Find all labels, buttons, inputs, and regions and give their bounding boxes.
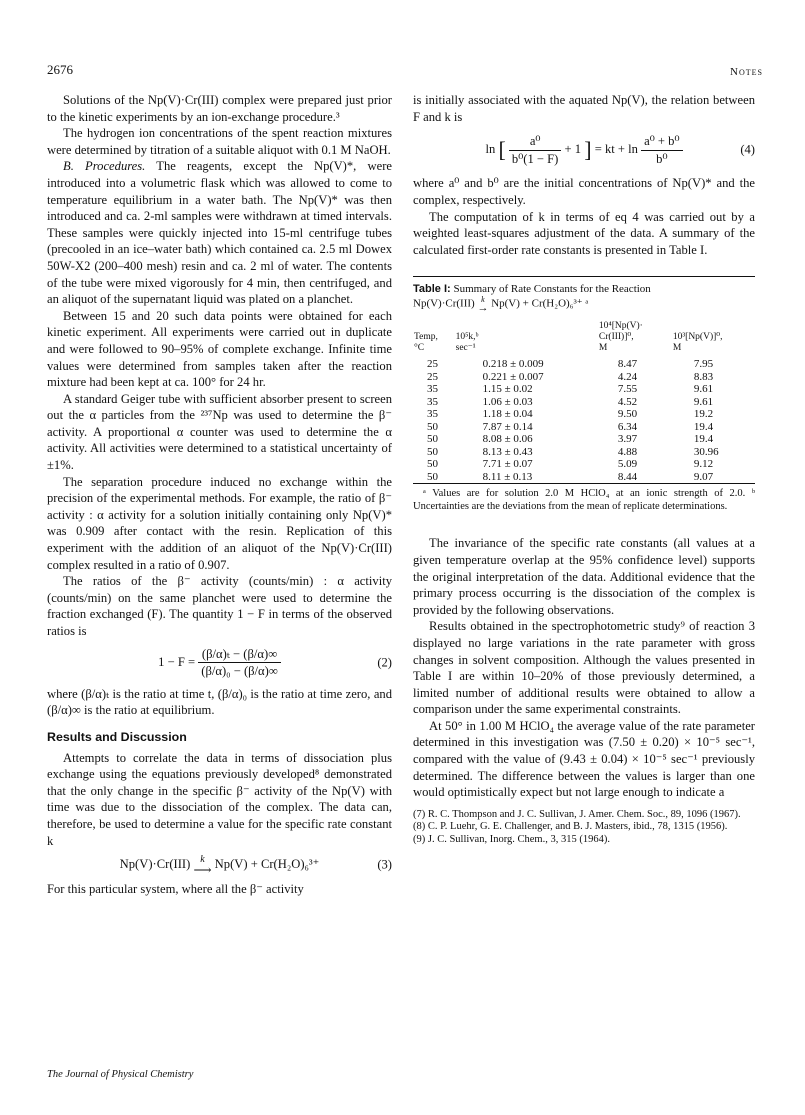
- paragraph: Between 15 and 20 such data points were obtained for each kinetic experiment. All experiments were carried out in duplicate and were followed to 90–95% of complete exchange. Infinite time values were determined from samples taken after the reaction mixture had been kept at ca. 100° for 24 hr.: [47, 308, 392, 390]
- table-row: [413, 433, 755, 446]
- column-header: 10³[Np(V)]⁰, M: [672, 332, 723, 354]
- reference: (7) R. C. Thompson and J. C. Sullivan, J. Amer. Chem. Soc., 89, 1096 (1967).: [413, 808, 741, 820]
- paragraph: The hydrogen ion concentrations of the spent reaction mixtures were determined by titration of a suitable aliquot with 0.1 M NaOH.: [47, 126, 392, 157]
- table-cell: 7.71 ± 0.07: [482, 458, 533, 471]
- table-cell: 35: [427, 408, 438, 421]
- table-cell: 3.97: [617, 433, 638, 446]
- paragraph: is initially associated with the aquated Np(V), the relation between F and k is: [413, 93, 755, 124]
- table-cell: 50: [427, 433, 438, 446]
- table-cell: 25: [427, 370, 438, 383]
- table-cell: 30.96: [693, 445, 719, 458]
- table-cell: 7.87 ± 0.14: [482, 420, 533, 433]
- equation-number: (3): [377, 857, 392, 872]
- right-column: [413, 92, 755, 846]
- table-row: [413, 383, 755, 396]
- reference: (9) J. C. Sullivan, Inorg. Chem., 3, 315 (1964).: [413, 833, 610, 845]
- table-cell: 1.06 ± 0.03: [482, 395, 533, 408]
- paragraph: The computation of k in terms of eq 4 was carried out by a weighted least-squares adjustment of the data. A summary of the calculated first-order rate constants is presented in Table I.: [413, 209, 755, 257]
- table-cell: 5.09: [617, 458, 638, 471]
- table-cell: 8.83: [693, 370, 714, 383]
- page-number: 2676: [47, 62, 73, 77]
- running-head: Notes: [730, 66, 763, 78]
- table-row: [413, 471, 755, 484]
- paragraph: The separation procedure induced no exchange within the precision of the experimental methods. For example, the ratio of β⁻ activity : α activity for a solution initially containing only Np(V)* was 0.909 after contact with the resin. Replication of this experiment with the addition of an aliquot of the Np(V)·Cr(III) complex resulted in a ratio of 0.907.: [47, 474, 392, 572]
- table-cell: 0.221 ± 0.007: [482, 370, 544, 383]
- table-cell: 19.4: [693, 420, 714, 433]
- table-cell: 19.2: [693, 408, 714, 421]
- paragraph: For this particular system, where all the β⁻ activity: [47, 882, 304, 897]
- table-cell: 19.4: [693, 433, 714, 446]
- table-cell: 1.18 ± 0.04: [482, 408, 533, 421]
- left-column: [47, 92, 392, 898]
- table-cell: 50: [427, 458, 438, 471]
- subsection-label: B. Procedures.: [63, 159, 146, 174]
- table-cell: 9.61: [693, 383, 714, 396]
- table-cell: 35: [427, 395, 438, 408]
- table-cell: 50: [427, 445, 438, 458]
- table-cell: 0.218 ± 0.009: [482, 358, 544, 371]
- equation-4: ln [ $\frac{\text{a⁰}}{\text{b⁰(1 − F)}}$ + 1 ] = kt + ln $\frac{\text{a⁰ + b⁰}}{\text{b⁰}}$ (4): [485, 134, 755, 166]
- paragraph: Results obtained in the spectrophotometric study⁹ of reaction 3 displayed no large variations in the rate parameter with gross changes in solvent composition. Although the values presented in Table I are within 10–20% of those previously determined, a limited number of additional results were obtained to allow a comparison under the same experimental constraints.: [413, 619, 755, 717]
- table-cell: 1.15 ± 0.02: [482, 383, 533, 396]
- paragraph: A standard Geiger tube with sufficient absorber present to screen out the α particles from the ²³⁷Np was used to determine the β⁻ activity. A proportional α counter was used to determine the α activity. All activities were determined to a statistical uncertainty of ±1%.: [47, 391, 392, 473]
- table-cell: 9.12: [693, 458, 714, 471]
- paragraph: Solutions of the Np(V)·Cr(III) complex were prepared just prior to the kinetic experiments by an ion-exchange procedure.³: [47, 93, 392, 124]
- paragraph: The ratios of the β⁻ activity (counts/min) : α activity (counts/min) on the same planchet were used to determine the fraction exchanged (F). The quantity 1 − F in terms of the observed ratios is: [47, 574, 392, 638]
- table-cell: 4.52: [617, 395, 638, 408]
- table-row: [413, 446, 755, 459]
- paragraph: At 50° in 1.00 M HClO₄ the average value of the rate parameter determined in this investigation was (7.50 ± 0.20) × 10⁻⁵ sec⁻¹, compared with the value of (9.43 ± 0.04) × 10⁻⁵ sec⁻¹ previously determined. The difference between the values is larger than one would optimistically expect but not large enough to indicate a: [413, 718, 755, 800]
- table-cell: 8.47: [617, 358, 638, 371]
- table-cell: 25: [427, 358, 438, 371]
- paragraph: Attempts to correlate the data in terms of dissociation plus exchange using the equations previously developed⁸ demonstrated that the only change in the specific β⁻ activity of the Np(V) with time was due to the dissociation of the complex. The data can, therefore, be used to determine a value for the specific rate constant k: [47, 750, 392, 848]
- table-cell: 9.61: [693, 395, 714, 408]
- table-row: [413, 408, 755, 421]
- column-header: 10⁵k,ᵇ sec⁻¹: [455, 332, 479, 354]
- equation-3: Np(V)·Cr(III) k ⟶ Np(V) + Cr(H₂O)₆³⁺ (3): [119, 854, 392, 878]
- paragraph: B. Procedures. The reagents, except the Np(V)*, were introduced into a volumetric flask which was allowed to come to temperature equilibrium in a water bath. The Np(V)* was then introduced and ca. 2-ml samples were withdrawn at timed intervals. These samples were quickly injected into 15-ml centrifuge tubes (precooled in an ice–water bath) which contained ca. 2.5 ml Dowex 50W-X2 (200–400 mesh) resin and ca. 2 ml of water. The contents of the tube were mixed vigorously for 4 min, then centrifuged, and an aliquot of the supernatant liquid was plated on a planchet.: [47, 159, 392, 307]
- table-cell: 7.95: [693, 358, 714, 371]
- table-row: [413, 358, 755, 371]
- table-cell: 50: [427, 470, 438, 483]
- table-cell: 8.11 ± 0.13: [482, 470, 533, 483]
- section-heading: Results and Discussion: [47, 729, 187, 744]
- table-cell: 4.88: [617, 445, 638, 458]
- table-cell: 7.55: [617, 383, 638, 396]
- table-cell: 9.07: [693, 470, 714, 483]
- table-cell: 50: [427, 420, 438, 433]
- references: [413, 809, 755, 847]
- table-cell: 8.08 ± 0.06: [482, 433, 533, 446]
- table-row: [413, 458, 755, 471]
- table-row: [413, 421, 755, 434]
- table-i: [413, 276, 755, 513]
- table-cell: 8.44: [617, 470, 638, 483]
- table-row: [413, 371, 755, 384]
- equation-number: (4): [740, 142, 755, 157]
- journal-footer: The Journal of Physical Chemistry: [47, 1069, 194, 1080]
- column-header: 10⁴[Np(V)· Cr(III)]⁰, M: [598, 321, 643, 354]
- table-cell: 4.24: [617, 370, 638, 383]
- table-cell: 6.34: [617, 420, 638, 433]
- equation-number: (2): [377, 655, 392, 670]
- table-caption: Table I: Summary of Rate Constants for the Reaction Np(V)·Cr(III) k → Np(V) + Cr(H₂O)₆³⁺ ᵃ: [413, 283, 651, 315]
- table-footnote: ᵃ Values are for solution 2.0 M HClO₄ at an ionic strength of 2.0. ᵇ Uncertainties are the deviations from the mean of replicate determinations.: [413, 488, 755, 512]
- column-header: Temp, °C: [414, 332, 438, 354]
- reference: (8) C. P. Luehr, G. E. Challenger, and B. J. Masters, ibid., 78, 1315 (1956).: [413, 821, 728, 833]
- paragraph: where (β/α)ₜ is the ratio at time t, (β/α)₀ is the ratio at time zero, and (β/α)∞ is the ratio at equilibrium.: [47, 686, 392, 718]
- table-cell: 8.13 ± 0.43: [482, 445, 533, 458]
- rate-constants-table: [413, 320, 755, 484]
- table-cell: 35: [427, 383, 438, 396]
- paragraph: where a⁰ and b⁰ are the initial concentrations of Np(V)* and the complex, respectively.: [413, 176, 755, 207]
- table-cell: 9.50: [617, 408, 638, 421]
- equation-2: 1 − F = $\frac{\text{(β/α)ₜ − (β/α)∞}}{\text{(β/α)₀ − (β/α)∞}}$ (2): [158, 646, 392, 679]
- paragraph: The invariance of the specific rate constants (all values at a given temperature overlap at the 95% confidence level) supports the original interpretation of the data. Additional evidence that the primary process occurring is the dissociation of the complex is provided by the following observations.: [413, 536, 755, 617]
- table-row: [413, 396, 755, 409]
